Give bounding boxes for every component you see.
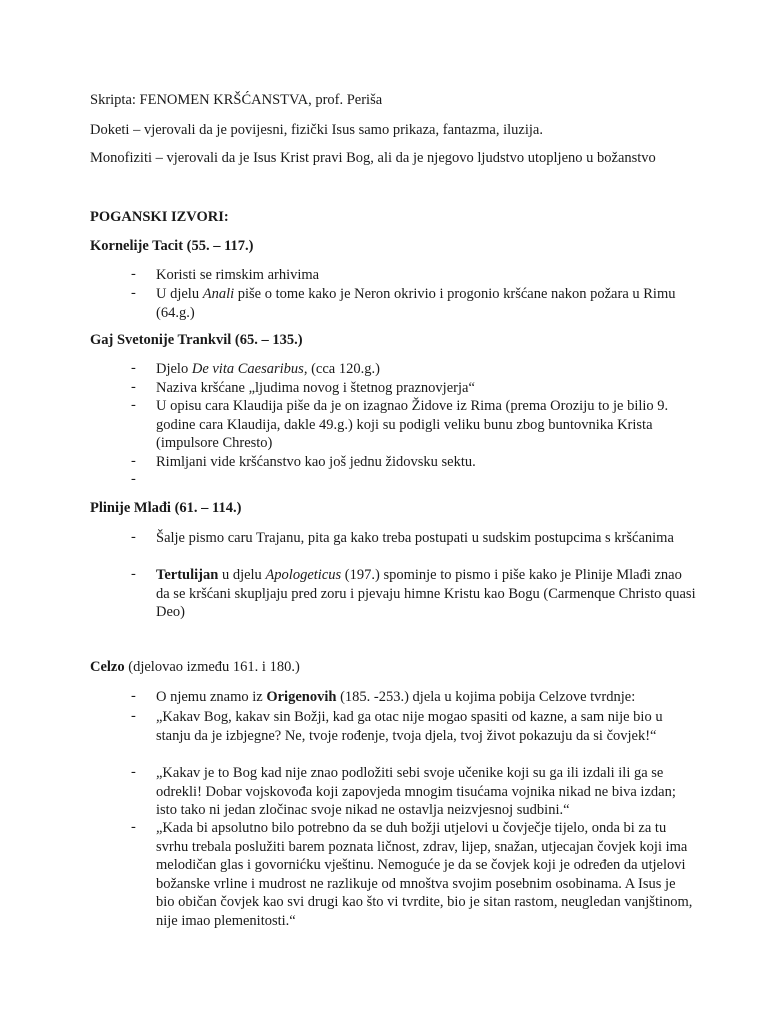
- bullet-marker: -: [131, 360, 136, 376]
- svetonije-bullet-1: Djelo De vita Caesaribus, (cca 120.g.): [156, 361, 380, 377]
- celzo-quote-1: „Kakav Bog, kakav sin Božji, kad ga otac nije mogao spasiti od kazne, a sam nije bio u stanju da je izbjegne? Ne, tvoje rođenje, tvoja djela, tvoj život pokazuju da si čovjek!“: [156, 709, 663, 744]
- bullet-marker: -: [131, 379, 136, 395]
- plinije-heading: Plinije Mlađi (61. – 114.): [90, 500, 242, 516]
- bullet-marker: -: [131, 764, 136, 780]
- svetonije-bullet-3: U opisu cara Klaudija piše da je on izagnao Židove iz Rima (prema Oroziju to je bilio 9. godine cara Klaudija, dakle 49.g.) koji su podigli veliku bunu zbog buntovnika Krista (impulsore Chresto): [156, 398, 669, 452]
- plinije-bullet-1: Šalje pismo caru Trajanu, pita ga kako treba postupati u sudskim postupcima s kršćanima: [156, 530, 674, 546]
- bullet-marker: -: [131, 285, 136, 301]
- bullet-marker: -: [131, 471, 136, 487]
- celzo-bullet-1: O njemu znamo iz Origenovih (185. -253.) djela u kojima pobija Celzove tvrdnje:: [156, 689, 636, 705]
- bullet-marker: -: [131, 397, 136, 413]
- bullet-marker: -: [131, 708, 136, 724]
- plinije-bullet-2: Tertulijan u djelu Apologeticus (197.) spominje to pismo i piše kako je Plinije Mlađi znao da se kršćani skupljaju pred zoru i pjevaju himne Kristu kao Bogu (Carmenque Christo quasi Deo): [156, 567, 696, 621]
- bullet-marker: -: [131, 566, 136, 582]
- tacit-bullet-1: Koristi se rimskim arhivima: [156, 267, 320, 283]
- bullet-marker: -: [131, 529, 136, 545]
- bullet-marker: -: [131, 688, 136, 704]
- tacit-heading: Kornelije Tacit (55. – 117.): [90, 238, 254, 254]
- section-heading: POGANSKI IZVORI:: [90, 209, 229, 225]
- bullet-marker: -: [131, 266, 136, 282]
- bullet-marker: -: [131, 819, 136, 835]
- svetonije-bullet-4: Rimljani vide kršćanstvo kao još jednu židovsku sektu.: [156, 454, 476, 470]
- tacit-bullet-2: U djelu Anali piše o tome kako je Neron okrivio i progonio kršćane nakon požara u Rimu (64.g.): [156, 286, 676, 321]
- doketi-definition: Doketi – vjerovali da je povijesni, fizički Isus samo prikaza, fantazma, iluzija.: [90, 122, 543, 138]
- bullet-marker: -: [131, 453, 136, 469]
- celzo-heading: Celzo (djelovao između 161. i 180.): [90, 659, 300, 675]
- script-title: Skripta: FENOMEN KRŠĆANSTVA, prof. Periša: [90, 92, 383, 108]
- celzo-quote-3: „Kada bi apsolutno bilo potrebno da se duh božji utjelovi u čovječje tijelo, onda bi za tu svrhu trebala poslužiti barem poznata ličnost, zdrav, lijep, snažan, utjecajan čovjek koji ima melodičan glas i govornićku vještinu. Nemoguće je da se čovjek koji je određen da utjelovi božanske vrline i mudrost ne razlikuje od mnoštva svojim posebnim osobinama. A Isus je bio običan čovjek kao svi drugi kao što vi tvrdite, bio je sitan rastom, neugledan vanjštinom, nije imao plemenitosti.“: [156, 820, 693, 929]
- celzo-quote-2: „Kakav je to Bog kad nije znao podložiti sebi svoje učenike koji su ga ili izdali ili ga se odrekli! Dobar vojskovođa koji zapovjeda mnogim tisućama vojnika nikad ne biva izdan; isto tako ni jedan zločinac svoje nikad ne ostavlja neizvjesnoj sudbini.“: [156, 765, 676, 819]
- monofiziti-definition: Monofiziti – vjerovali da je Isus Krist pravi Bog, ali da je njegovo ljudstvo utopljeno u božanstvo: [90, 150, 656, 166]
- svetonije-heading: Gaj Svetonije Trankvil (65. – 135.): [90, 332, 303, 348]
- svetonije-bullet-2: Naziva kršćane „ljudima novog i štetnog praznovjerja“: [156, 380, 475, 396]
